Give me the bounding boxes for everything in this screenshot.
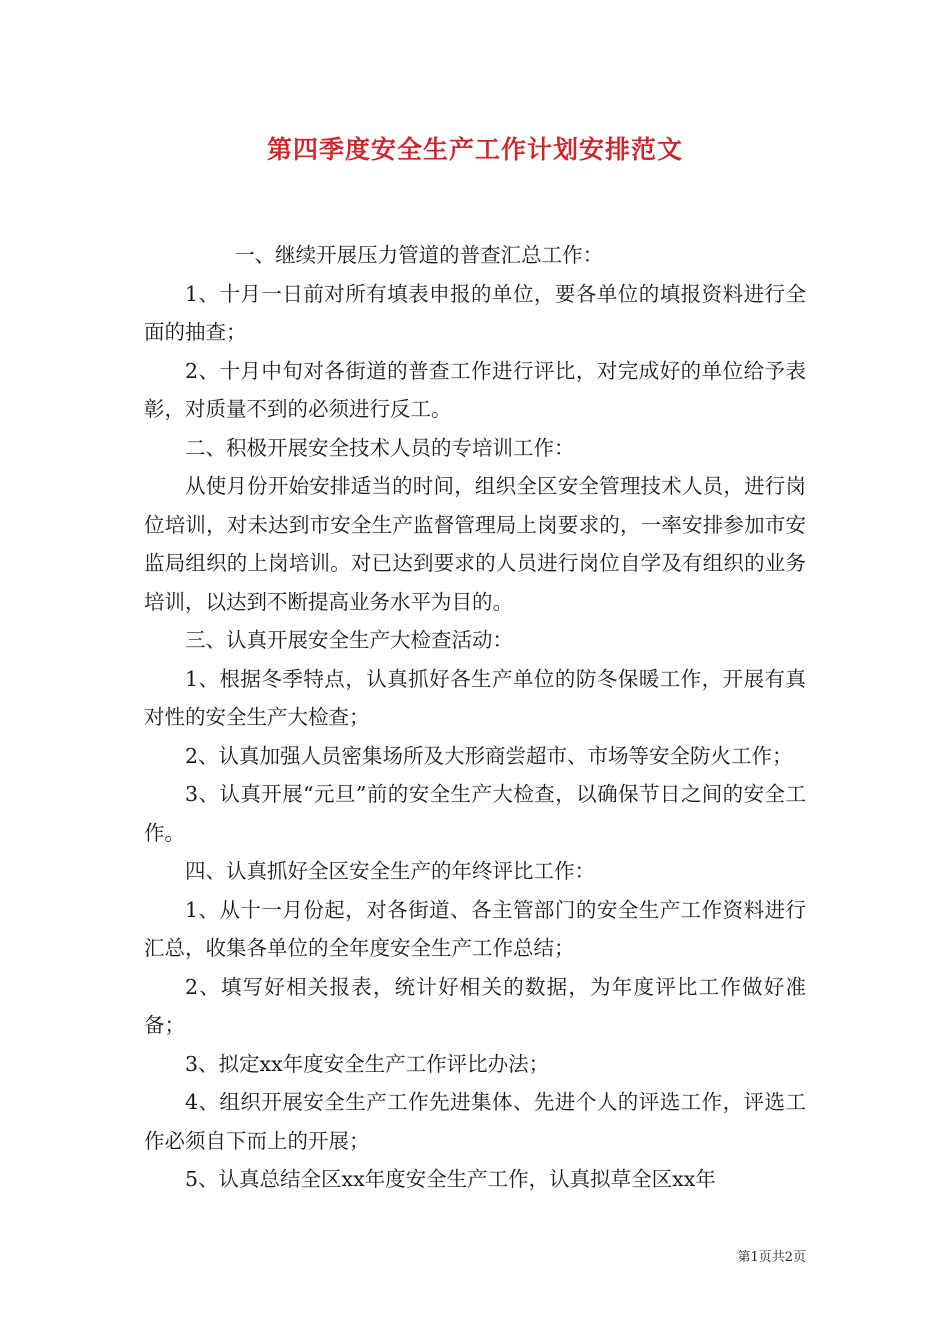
section-heading-2: 二、积极开展安全技术人员的专培训工作： xyxy=(185,435,575,460)
paragraph-4-4: 4、组织开展安全生产工作先进集体、先进个人的评选工作，评选工作必须自下而上的开展； xyxy=(144,1090,806,1153)
document-body xyxy=(144,236,806,1199)
paragraph-3-3: 3、认真开展“元旦”前的安全生产大检查，以确保节日之间的安全工作。 xyxy=(144,782,806,845)
section-heading-3: 三、认真开展安全生产大检查活动： xyxy=(185,628,513,652)
paragraph-4-1: 1、从十一月份起，对各街道、各主管部门的安全生产工作资料进行汇总，收集各单位的全年度安全生产工作总结； xyxy=(144,897,806,960)
paragraph-1-2: 2、十月中旬对各街道的普查工作进行评比，对完成好的单位给予表彰，对质量不到的必须进行反工。 xyxy=(144,358,806,421)
section-heading-1: 一、继续开展压力管道的普查汇总工作： xyxy=(234,243,604,267)
paragraph-3-1: 1、根据冬季特点，认真抓好各生产单位的防冬保暖工作，开展有真对性的安全生产大检查； xyxy=(144,666,806,729)
paragraph-3-2: 2、认真加强人员密集场所及大形商尝超市、市场等安全防火工作； xyxy=(185,743,793,768)
paragraph-1-1: 1、十月一日前对所有填表申报的单位，要各单位的填报资料进行全面的抽查； xyxy=(144,281,806,344)
section-heading-4: 四、认真抓好全区安全生产的年终评比工作： xyxy=(185,859,595,883)
paragraph-4-2: 2、填写好相关报表，统计好相关的数据，为年度评比工作做好准备； xyxy=(144,974,806,1037)
paragraph-4-5: 5、认真总结全区xx年度安全生产工作，认真拟草全区xx年 xyxy=(185,1167,716,1191)
document-title: 第四季度安全生产工作计划安排范文 xyxy=(266,135,683,164)
paragraph-2-1: 从使月份开始安排适当的时间，组织全区安全管理技术人员，进行岗位培训，对未达到市安全生产监督管理局上岗要求的，一率安排参加市安监局组织的上岗培训。对已达到要求的人员进行岗位自学及有组织的业务培训，以达到不断提高业务水平为目的。 xyxy=(144,474,806,614)
paragraph-4-3: 3、拟定xx年度安全生产工作评比办法； xyxy=(185,1051,550,1076)
page-number: 第1页共2页 xyxy=(737,1250,806,1265)
